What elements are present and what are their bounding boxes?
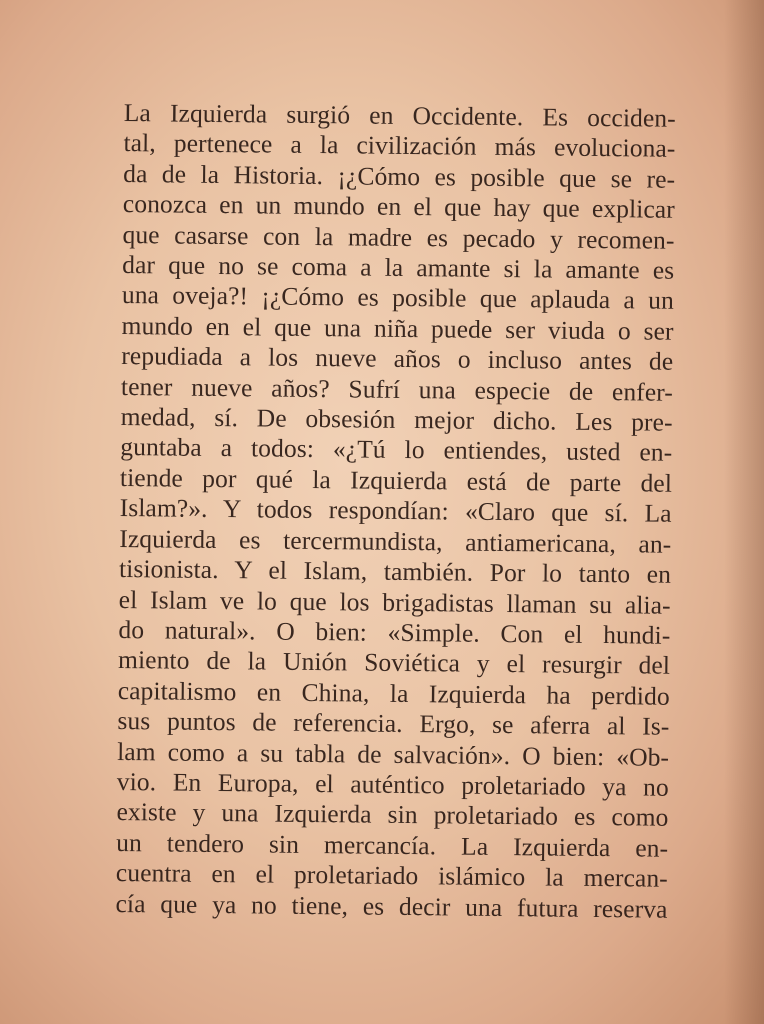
text-line: repudiada a los nueve años o incluso antes de: [121, 341, 674, 377]
text-line: guntaba a todos: «¿Tú lo entiendes, usted en-: [120, 432, 673, 468]
text-line: vio. En Europa, el auténtico proletariado ya no: [116, 766, 669, 802]
text-line: un tendero sin mercancía. La Izquierda en-: [116, 827, 669, 863]
text-line: tener nueve años? Sufrí una especie de enfer-: [120, 371, 674, 407]
text-line: capitalismo en China, la Izquierda ha perdido: [117, 675, 670, 711]
text-line: sus puntos de referencia. Ergo, se aferra al Is-: [117, 706, 670, 741]
text-line: miento de la Unión Soviética y el resurgir del: [117, 645, 671, 681]
text-line: Islam?». Y todos respondían: «Claro que sí. La: [119, 493, 672, 529]
text-line: cía que ya no tiene, es decir una futura reserva: [115, 888, 668, 924]
text-line: da de la Historia. ¡¿Cómo es posible que se re-: [123, 158, 676, 194]
text-line: tisionista. Y el Islam, también. Por lo tanto en: [118, 554, 672, 589]
text-line: La Izquierda surgió en Occidente. Es occiden-: [123, 98, 676, 133]
text-line: el Islam ve lo que los brigadistas llaman su alia-: [118, 584, 671, 620]
body-text: [115, 98, 676, 925]
text-line: dar que no se coma a la amante si la amante es: [122, 250, 675, 285]
text-line: medad, sí. De obsesión mejor dicho. Les pre-: [120, 402, 673, 437]
text-line: conozca en un mundo en el que hay que explicar: [122, 189, 676, 224]
text-line: tal, pertenece a la civilización más evoluciona-: [123, 128, 676, 164]
text-line: una oveja?! ¡¿Cómo es posible que aplauda a un: [121, 280, 675, 316]
text-line: mundo en el que una niña puede ser viuda o ser: [121, 310, 674, 346]
text-line: tiende por qué la Izquierda está de parte del: [119, 462, 673, 498]
text-line: do natural». O bien: «Simple. Con el hundi-: [118, 614, 671, 650]
text-line: lam como a su tabla de salvación». O bien: «Ob-: [117, 736, 670, 772]
text-line: Izquierda es tercermundista, antiamericana, an-: [119, 523, 672, 559]
text-line: existe y una Izquierda sin proletariado es como: [116, 797, 669, 833]
text-line: cuentra en el proletariado islámico la mercan-: [115, 858, 669, 893]
text-line: que casarse con la madre es pecado y recomen-: [122, 219, 675, 255]
page-edge-shadow: [724, 0, 764, 1024]
